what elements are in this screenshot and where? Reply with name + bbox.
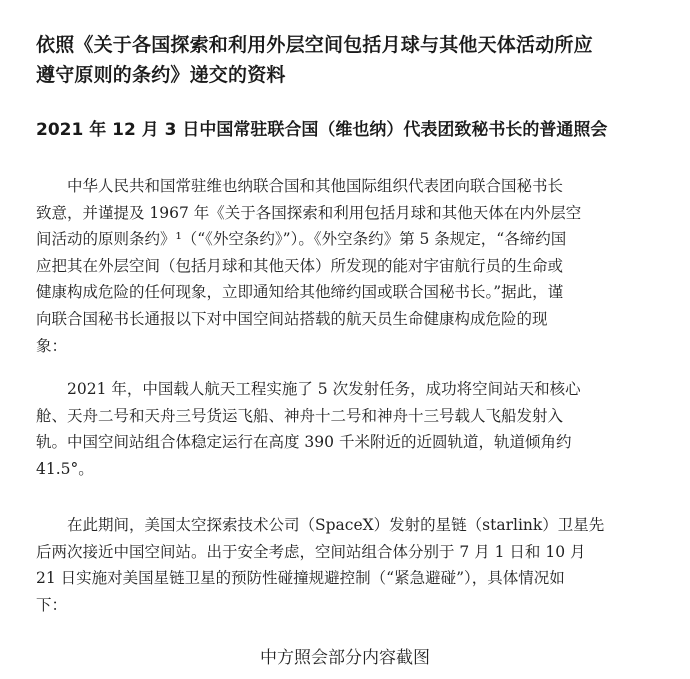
- paragraph-line: 向联合国秘书长通报以下对中国空间站搭载的航天员生命健康构成危险的现: [36, 309, 548, 328]
- paragraph-line: 轨。中国空间站组合体稳定运行在高度 390 千米附近的近圆轨道，轨道倾角约: [36, 433, 572, 452]
- document-title: [36, 30, 666, 90]
- title-line: 遵守原则的条约》递交的资料: [36, 64, 286, 86]
- paragraph-starlink-approach: [36, 512, 668, 618]
- paragraph-line: 象：: [36, 336, 68, 355]
- paragraph-line: 应把其在外层空间（包括月球和其他天体）所发现的能对宇宙航行员的生命或: [36, 256, 564, 275]
- paragraph-line: 健康构成危险的任何现象，立即通知给其他缔约国或联合国秘书长。”据此，谨: [36, 283, 564, 302]
- paragraph-line: 舱、天舟二号和天舟三号货运飞船、神舟十二号和神舟十三号载人飞船发射入: [36, 406, 564, 425]
- paragraph-line: 2021 年，中国载人航天工程实施了 5 次发射任务，成功将空间站天和核心: [36, 380, 581, 398]
- paragraph-line: 致意，并谨提及 1967 年《关于各国探索和利用包括月球和其他天体在内外层空: [36, 203, 582, 222]
- paragraph-line: 下：: [36, 595, 68, 614]
- paragraph-line: 中华人民共和国常驻维也纳联合国和其他国际组织代表团向联合国秘书长: [36, 177, 564, 195]
- paragraph-line: 间活动的原则条约》¹（“《外空条约》”）。《外空条约》第 5 条规定，“各缔约国: [36, 230, 567, 249]
- paragraph-line: 在此期间，美国太空探索技术公司（SpaceX）发射的星链（starlink）卫星先: [36, 516, 605, 534]
- paragraph-launch-missions: [36, 376, 668, 482]
- paragraph-line: 21 日实施对美国星链卫星的预防性碰撞规避控制（“紧急避碰”），具体情况如: [36, 569, 565, 588]
- image-caption: 中方照会部分内容截图: [260, 648, 430, 668]
- title-line: 依照《关于各国探索和利用外层空间包括月球与其他天体活动所应: [36, 34, 593, 56]
- paragraph-notification: [36, 173, 668, 359]
- document-subtitle: 2021 年 12 月 3 日中国常驻联合国（维也纳）代表团致秘书长的普通照会: [36, 120, 608, 140]
- paragraph-line: 41.5°。: [36, 459, 94, 478]
- paragraph-line: 后两次接近中国空间站。出于安全考虑，空间站组合体分别于 7 月 1 日和 10 月: [36, 542, 586, 561]
